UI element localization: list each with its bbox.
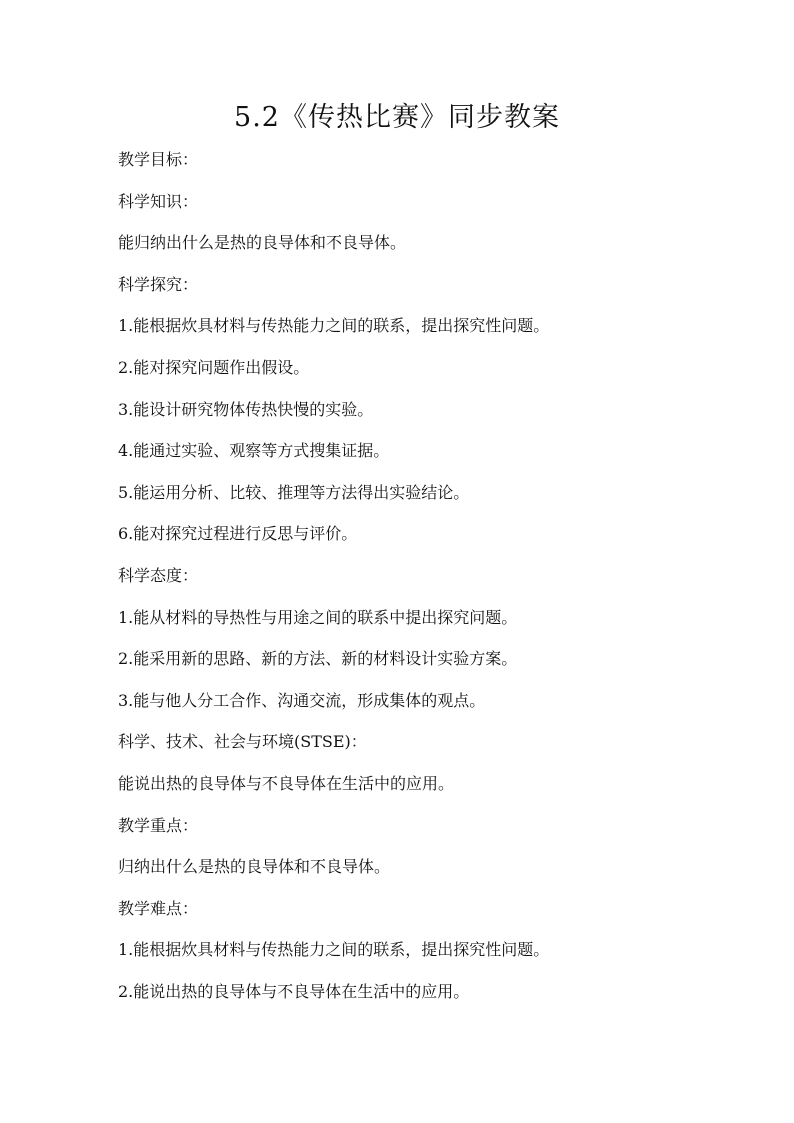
paragraph-line: 能说出热的良导体与不良导体在生活中的应用。 [118, 773, 455, 793]
document-title: 5.2《传热比赛》同步教案 [234, 102, 560, 133]
section-heading-difficulties: 教学难点： [118, 898, 199, 918]
subheading-knowledge: 科学知识： [118, 191, 199, 211]
subheading-inquiry: 科学探究： [118, 274, 199, 294]
list-item: 2.能采用新的思路、新的方法、新的材料设计实验方案。 [118, 649, 518, 669]
list-item: 3.能设计研究物体传热快慢的实验。 [118, 399, 374, 419]
list-item: 2.能对探究问题作出假设。 [118, 357, 310, 377]
section-heading-key-points: 教学重点： [118, 815, 199, 835]
list-item: 1.能根据炊具材料与传热能力之间的联系，提出探究性问题。 [118, 316, 550, 336]
list-item: 3.能与他人分工合作、沟通交流，形成集体的观点。 [118, 690, 486, 710]
list-item: 1.能根据炊具材料与传热能力之间的联系，提出探究性问题。 [118, 940, 550, 960]
subheading-attitude: 科学态度： [118, 565, 199, 585]
list-item: 4.能通过实验、观察等方式搜集证据。 [118, 441, 390, 461]
section-heading-objectives: 教学目标： [118, 150, 199, 169]
list-item: 5.能运用分析、比较、推理等方法得出实验结论。 [118, 482, 470, 502]
paragraph-line: 能归纳出什么是热的良导体和不良导体。 [118, 233, 407, 253]
list-item: 1.能从材料的导热性与用途之间的联系中提出探究问题。 [118, 607, 518, 627]
list-item: 2.能说出热的良导体与不良导体在生活中的应用。 [118, 981, 470, 1001]
paragraph-line: 归纳出什么是热的良导体和不良导体。 [118, 857, 391, 877]
document-body [118, 146, 718, 1019]
list-item: 6.能对探究过程进行反思与评价。 [118, 524, 358, 544]
subheading-stse: 科学、技术、社会与环境(STSE)： [118, 732, 367, 752]
